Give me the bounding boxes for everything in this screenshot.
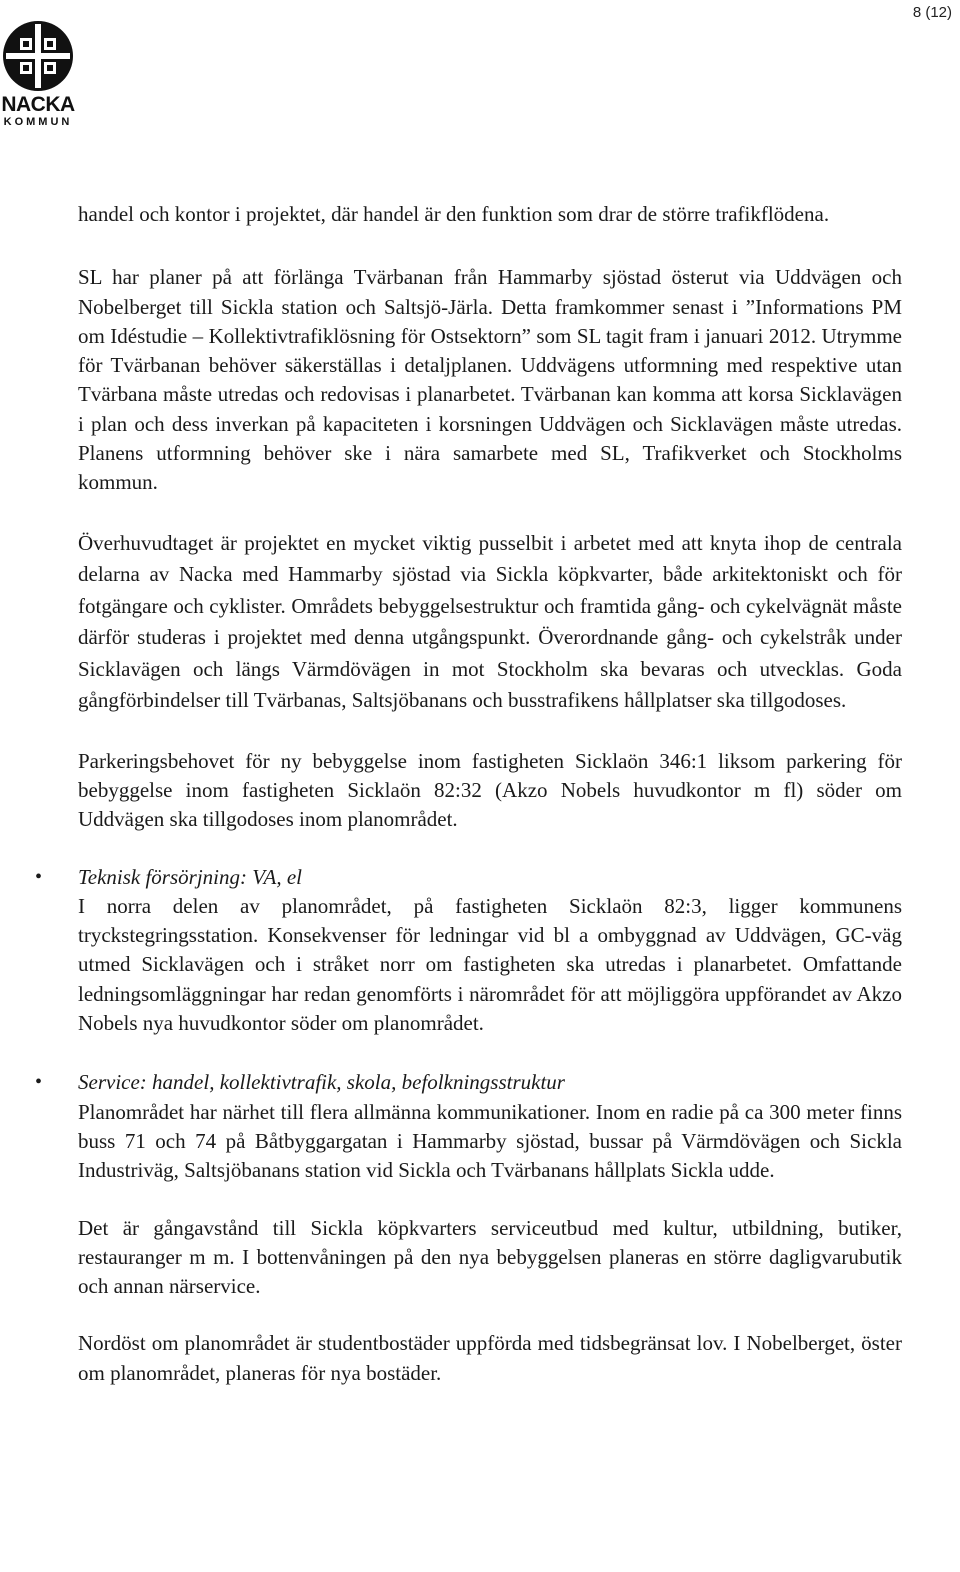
paragraph-1: handel och kontor i projektet, där handel är den funktion som drar de större trafikflödena. [78, 202, 830, 226]
paragraph-2: SL har planer på att förlänga Tvärbanan från Hammarby sjöstad österut via Uddvägen och Nobelberget till Sickla station och Saltsjö-Järla. Detta framkommer senast i ”Informations PM om Idéstudie – Kollektivtrafiklösning för Ostsektorn” som SL tagit fram i januari 2012. Utrymme för Tvärbanan behöver säkerställas i detaljplanen. Uddvägens utformning med respektive utan Tvärbana måste utredas och redovisas i planarbetet. Tvärbanan kan komma att korsa Sicklavägen i plan och dess inverkan på kapaciteten i korsningen Uddvägen och Sicklavägen måste utredas. Planens utformning behöver ske i nära samarbete med SL, Trafikverket och Stockholms kommun. [78, 265, 902, 495]
document-body [35, 200, 902, 1388]
bullet-marker: • [35, 865, 43, 888]
bullet-teknisk-forsorjning [35, 863, 902, 1039]
bullet-text: I norra delen av planområdet, på fastigheten Sicklaön 82:3, ligger kommunens tryckstegringsstation. Konsekvenser för ledningar vid bl a ombyggnad av Uddvägen, GC-väg utmed Sicklavägen och i stråket norr om fastigheten ska utredas i planarbetet. Omfattande ledningsomläggningar har redan genomförts i närområdet för att möjliggöra uppförandet av Akzo Nobels nya huvudkontor söder om planområdet. [78, 893, 902, 1036]
page-number: 8 (12) [912, 4, 952, 21]
logo-sub: KOMMUN [3, 116, 73, 128]
paragraph-3: Överhuvudtaget är projektet en mycket viktig pusselbit i arbetet med att knyta ihop de centrala delarna av Nacka med Hammarby sjöstad via Sickla köpkvarter, både arkitektoniskt och för fotgängare och cyklister. Områdets bebyggelsestruktur och framtida gång- och cykelvägnät måste därför studeras i projektet med denna utgångspunkt. Överordnande gång- och cykelstråk under Sicklavägen och längs Värmdövägen in mot Stockholm ska bevaras och utvecklas. Goda gångförbindelser till Tvärbanas, Saltsjöbanans och busstrafikens hållplatser ska tillgodoses. [78, 530, 902, 713]
bullet-title: Service: handel, kollektivtrafik, skola, befolkningsstruktur [78, 1070, 565, 1095]
bullet-text: Planområdet har närhet till flera allmänna kommunikationer. Inom en radie på ca 300 meter finns buss 71 och 74 på Båtbyggargatan i Hammarby sjöstad, bussar på Värmdövägen och Sickla Industriväg, Saltsjöbanans station vid Sickla och Tvärbanans hållplats Sickla udde. [78, 1099, 902, 1183]
bullet-title: Teknisk försörjning: VA, el [78, 864, 302, 889]
nacka-emblem-icon [0, 18, 76, 94]
nacka-kommun-logo [0, 18, 76, 128]
paragraph-7: Det är gångavstånd till Sickla köpkvarters serviceutbud med kultur, utbildning, butiker, restauranger m m. I bottenvåningen på den nya bebyggelsen planeras en större dagligvarubutik och annan närservice. [78, 1215, 902, 1299]
logo-name: NACKA [1, 93, 75, 116]
paragraph-4: Parkeringsbehovet för ny bebyggelse inom fastigheten Sicklaön 346:1 liksom parkering för bebyggelse inom fastigheten Sicklaön 82:32 (Akzo Nobels huvudkontor m fl) söder om Uddvägen ska tillgodoses inom planområdet. [78, 748, 902, 832]
bullet-service [35, 1068, 902, 1185]
bullet-marker: • [35, 1071, 43, 1094]
paragraph-8: Nordöst om planområdet är studentbostäder uppförda med tidsbegränsat lov. I Nobelberget, öster om planområdet, planeras för nya bostäder. [78, 1331, 902, 1385]
